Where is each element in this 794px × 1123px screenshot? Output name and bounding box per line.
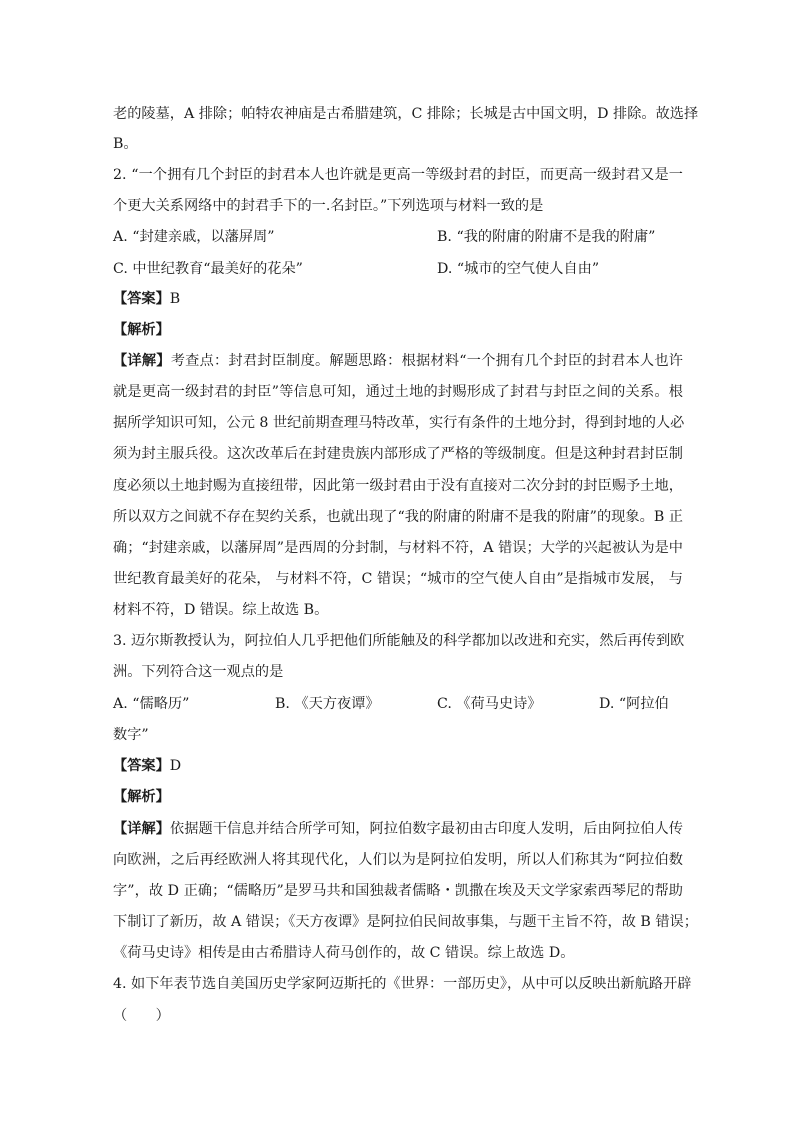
q2-answer: [113, 289, 683, 309]
q3-answer-tag: 【答案】: [113, 758, 170, 774]
q2-option-b: B. “我的附庸的附庸不是我的附庸”: [437, 229, 656, 245]
q3-detail-line-4: 下制订了新历，故 A 错误；《天方夜谭》是阿拉伯民间故事集，与题干主旨不符，故 B 错误；: [113, 914, 698, 930]
intro-line-2: B。: [113, 136, 138, 152]
q3-option-d: D. “阿拉伯: [599, 696, 669, 712]
q4-stem-line-2: （ ）: [113, 1008, 170, 1024]
q2-stem-line-2: 个更大关系网络中的封君手下的一.名封臣。”下列选项与材料一致的是: [113, 198, 544, 214]
q4-stem-line-1: 4. 如下年表节选自美国历史学家阿迈斯托的《世界：一部历史》，从中可以反映出新航路开辟: [113, 976, 692, 992]
q2-detail-text: 考查点：封君封臣制度。解题思路：根据材料“一个拥有几个封臣的封君本人也许: [170, 353, 683, 369]
q3-detail-line-1: [113, 819, 683, 839]
q3-option-c: C. 《荷马史诗》: [437, 696, 542, 712]
q2-detail-line-7: 确；“封建亲戚，以藩屏周”是西周的分封制，与材料不符，A 错误；大学的兴起被认为是中: [113, 540, 683, 556]
q3-stem-line-2: 洲。下列符合这一观点的是: [113, 664, 284, 680]
q3-detail-line-3: 字”，故 D 正确；“儒略历”是罗马共和国独裁者儒略・凯撒在埃及天文学家索西琴尼的帮助: [113, 883, 683, 899]
q3-detail-tag: 【详解】: [113, 821, 171, 837]
q2-stem-line-1: 2. “一个拥有几个封臣的封君本人也许就是更高一等级封君的封臣，而更高一级封君又是一: [113, 167, 683, 183]
q2-detail-line-5: 度必须以土地封赐为直接纽带，因此第一级封君由于没有直接对二次分封的封臣赐予土地，: [113, 478, 683, 494]
q2-detail-line-9: 材料不符，D 错误。综上故选 B。: [113, 602, 329, 618]
q2-detail-line-8: 世纪教育最美好的花朵， 与材料不符，C 错误；“城市的空气使人自由”是指城市发展， 与: [113, 571, 683, 587]
q2-detail-line-1: [113, 351, 683, 371]
q3-option-d-cont: 数字”: [113, 727, 149, 743]
q3-detail-line-5: 《荷马史诗》相传是由古希腊诗人荷马创作的，故 C 错误。综上故选 D。: [113, 945, 575, 961]
q3-analysis-label: 【解析】: [113, 789, 170, 805]
q3-answer: [113, 756, 683, 776]
q3-stem-line-1: 3. 迈尔斯教授认为，阿拉伯人几乎把他们所能触及的科学都加以改进和充实，然后再传到欧: [113, 633, 685, 649]
q2-answer-tag: 【答案】: [113, 291, 170, 307]
q3-analysis-tag: [113, 787, 683, 807]
q2-detail-line-6: 所以双方之间就不存在契约关系，也就出现了“我的附庸的附庸不是我的附庸”的现象。B 正: [113, 509, 683, 525]
q2-detail-line-2: 就是更高一级封君的封臣”等信息可知，通过土地的封赐形成了封君与封臣之间的关系。根: [113, 384, 683, 400]
q3-answer-value: D: [169, 758, 182, 774]
q2-detail-tag: 【详解】: [113, 353, 171, 369]
q2-analysis-tag: [113, 320, 683, 340]
q2-option-d: D. “城市的空气使人自由”: [437, 261, 600, 277]
q2-option-c: C. 中世纪教育“最美好的花朵”: [113, 261, 303, 277]
q2-answer-value: B: [169, 291, 181, 307]
q2-analysis-label: 【解析】: [113, 322, 170, 338]
q3-detail-line-2: 向欧洲，之后再经欧洲人将其现代化，人们以为是阿拉伯发明，所以人们称其为“阿拉伯数: [113, 852, 683, 868]
q3-option-b: B. 《天方夜谭》: [275, 696, 380, 712]
q2-detail-line-4: 须为封主服兵役。这次改革后在封建贵族内部形成了严格的等级制度。但是这种封君封臣制: [113, 446, 683, 462]
intro-line-1: 老的陵墓，A 排除；帕特农神庙是古希腊建筑，C 排除；长城是古中国文明，D 排除。故选择: [113, 106, 699, 122]
q3-option-a: A. “儒略历”: [113, 696, 190, 712]
q2-option-a: A. “封建亲戚，以藩屏周”: [113, 229, 275, 245]
q3-detail-text: 依据题干信息并结合所学可知，阿拉伯数字最初由古印度人发明，后由阿拉伯人传: [170, 821, 683, 837]
q2-detail-line-3: 据所学知识可知，公元 8 世纪前期查理马特改革，实行有条件的土地分封，得到封地的人必: [113, 415, 685, 431]
